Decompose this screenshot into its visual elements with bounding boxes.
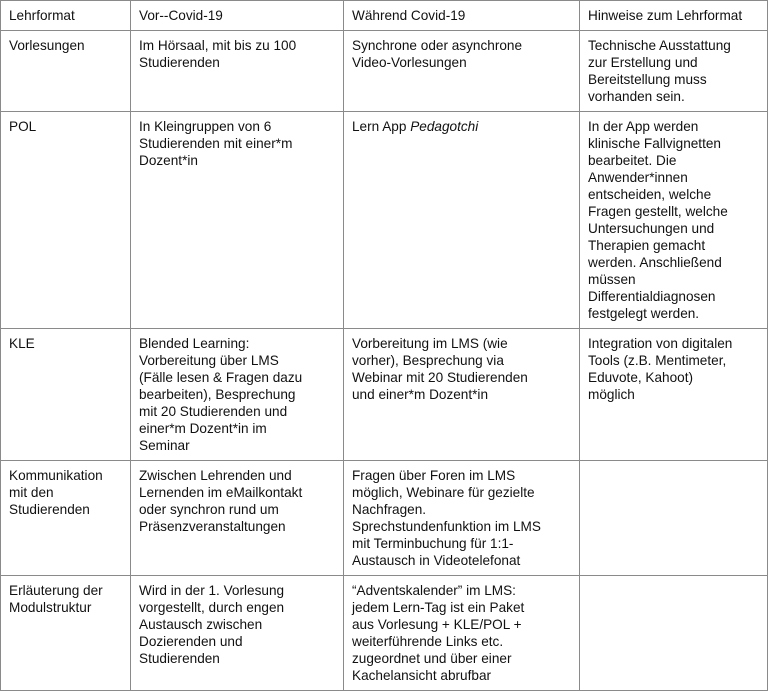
header-cell-vor-covid: Vor--Covid-19	[131, 1, 344, 31]
header-cell-waehrend-covid: Während Covid-19	[344, 1, 580, 31]
format-cell: POL	[1, 112, 131, 329]
table-row-kommunikation	[1, 461, 768, 576]
header-row	[1, 1, 768, 31]
vor-covid-cell: In Kleingruppen von 6 Studierenden mit einer*m Dozent*in	[131, 112, 344, 329]
waehrend-covid-cell: “Adventskalender” im LMS: jedem Lern-Tag ist ein Paket aus Vorlesung + KLE/POL + weiterführende Links etc. zugeordnet und über einer Kachelansicht abrufbar	[344, 576, 580, 691]
hinweise-cell: Integration von digitalen Tools (z.B. Mentimeter, Eduvote, Kahoot) möglich	[580, 329, 768, 461]
waehrend-covid-cell: Fragen über Foren im LMS möglich, Webinare für gezielte Nachfragen. Sprechstundenfunktion im LMS mit Terminbuchung für 1:1- Austausch in Videotelefonat	[344, 461, 580, 576]
waehrend-covid-cell	[344, 112, 580, 329]
hinweise-cell: Technische Ausstattung zur Erstellung und Bereitstellung muss vorhanden sein.	[580, 31, 768, 112]
hinweise-cell	[580, 461, 768, 576]
waehrend-covid-cell: Synchrone oder asynchrone Video-Vorlesungen	[344, 31, 580, 112]
vor-covid-cell: Zwischen Lehrenden und Lernenden im eMailkontakt oder synchron rund um Präsenzveranstaltungen	[131, 461, 344, 576]
app-name-text: Pedagotchi	[410, 119, 479, 134]
format-cell: Kommunikation mit den Studierenden	[1, 461, 131, 576]
format-cell: KLE	[1, 329, 131, 461]
table-row-pol	[1, 112, 768, 329]
table-row-kle	[1, 329, 768, 461]
vor-covid-cell: Wird in der 1. Vorlesung vorgestellt, durch engen Austausch zwischen Dozierenden und Studierenden	[131, 576, 344, 691]
waehrend-covid-cell: Vorbereitung im LMS (wie vorher), Besprechung via Webinar mit 20 Studierenden und einer*m Dozent*in	[344, 329, 580, 461]
table-row-modulstruktur	[1, 576, 768, 691]
hinweise-cell: In der App werden klinische Fallvignetten bearbeitet. Die Anwender*innen entscheiden, welche Fragen gestellt, welche Untersuchungen und Therapien gemacht werden. Anschließend müssen Differentialdiagnosen festgelegt werden.	[580, 112, 768, 329]
format-cell: Erläuterung der Modulstruktur	[1, 576, 131, 691]
table-row-vorlesungen	[1, 31, 768, 112]
vor-covid-cell: Blended Learning: Vorbereitung über LMS (Fälle lesen & Fragen dazu bearbeiten), Besprechung mit 20 Studierenden und einer*m Dozent*in im Seminar	[131, 329, 344, 461]
header-cell-hinweise: Hinweise zum Lehrformat	[580, 1, 768, 31]
format-cell: Vorlesungen	[1, 31, 131, 112]
header-cell-lehrformat: Lehrformat	[1, 1, 131, 31]
app-prefix-text: Lern App	[352, 119, 411, 134]
hinweise-cell	[580, 576, 768, 691]
vor-covid-cell: Im Hörsaal, mit bis zu 100 Studierenden	[131, 31, 344, 112]
